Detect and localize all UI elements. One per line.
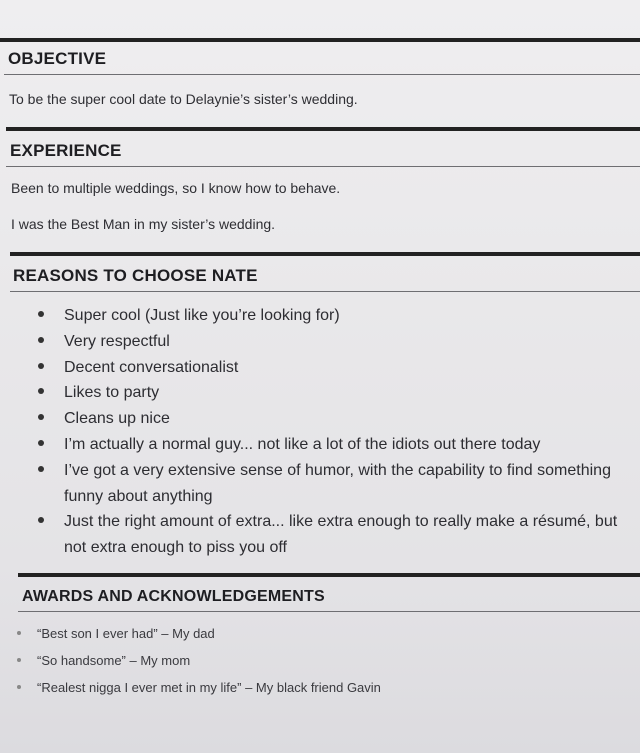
experience-top-rule [6, 127, 640, 131]
bullet-icon [38, 337, 44, 343]
experience-line-1: Been to multiple weddings, so I know how to behave. [11, 180, 341, 196]
list-item: I’ve got a very extensive sense of humor, with the capability to find something funny about anything [64, 458, 617, 510]
experience-heading-underline [6, 166, 640, 167]
list-item: Cleans up nice [64, 406, 617, 432]
reasons-list [64, 303, 617, 561]
list-item: “Best son I ever had” – My dad [37, 620, 381, 647]
list-item: “Realest nigga I ever met in my life” – My black friend Gavin [37, 674, 381, 701]
awards-top-rule [18, 573, 640, 577]
objective-heading-underline [4, 74, 640, 75]
awards-heading: AWARDS AND ACKNOWLEDGEMENTS [22, 588, 325, 605]
awards-heading-underline [18, 611, 640, 612]
objective-text: To be the super cool date to Delaynie’s sister’s wedding. [9, 91, 358, 107]
reasons-heading-underline [10, 291, 640, 292]
bullet-icon [38, 388, 44, 394]
experience-line-2: I was the Best Man in my sister’s wedding. [11, 216, 276, 232]
bullet-icon [38, 363, 44, 369]
awards-list [37, 620, 381, 701]
list-item: Decent conversationalist [64, 355, 617, 381]
bullet-icon [38, 466, 44, 472]
list-item: Just the right amount of extra... like extra enough to really make a résumé, but not extra enough to piss you off [64, 509, 617, 561]
list-item: “So handsome” – My mom [37, 647, 381, 674]
bullet-icon [38, 414, 44, 420]
objective-heading: OBJECTIVE [8, 49, 107, 68]
reasons-heading: REASONS TO CHOOSE NATE [13, 266, 258, 285]
reasons-top-rule [10, 252, 640, 256]
bullet-icon [38, 517, 44, 523]
list-item: Super cool (Just like you’re looking for) [64, 303, 617, 329]
list-item: I’m actually a normal guy... not like a lot of the idiots out there today [64, 432, 617, 458]
list-item: Very respectful [64, 329, 617, 355]
bullet-icon [17, 631, 21, 635]
bullet-icon [17, 658, 21, 662]
objective-top-rule [0, 38, 640, 42]
bullet-icon [38, 440, 44, 446]
experience-heading: EXPERIENCE [10, 141, 122, 160]
bullet-icon [17, 685, 21, 689]
list-item: Likes to party [64, 380, 617, 406]
bullet-icon [38, 311, 44, 317]
